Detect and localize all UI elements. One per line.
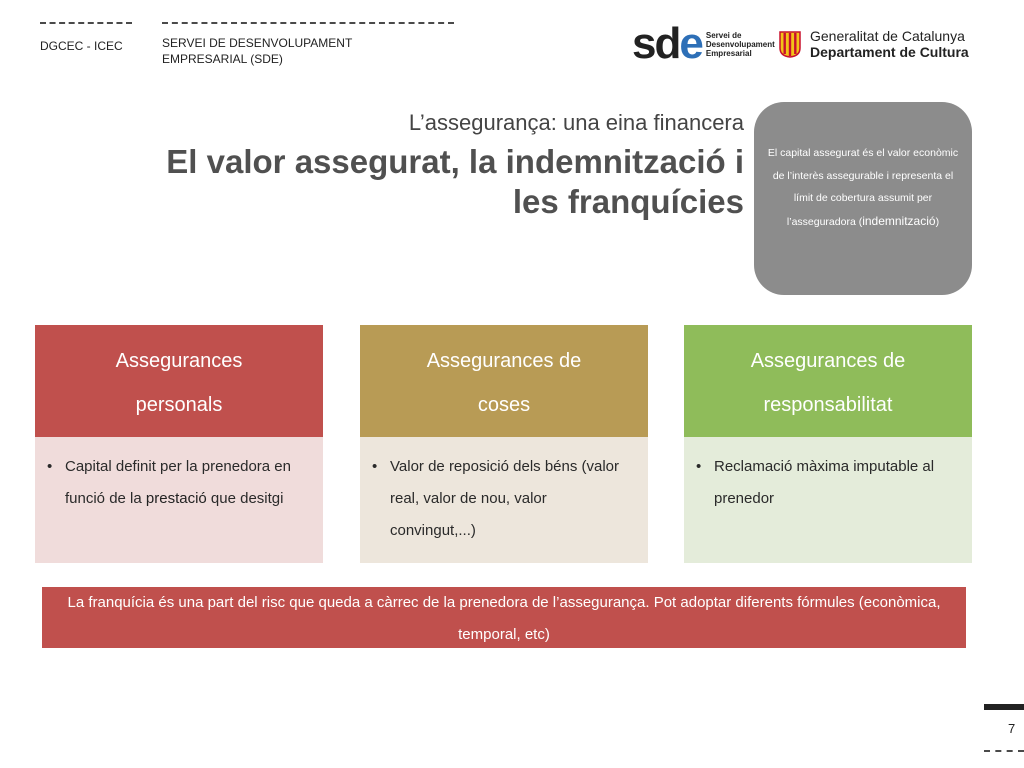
sde-logo <box>632 19 775 68</box>
header-divider-left <box>40 22 132 24</box>
card-responsabilitat-body: • Reclamació màxima imputable al prenedor <box>684 437 972 563</box>
franquicia-banner: La franquícia és una part del risc que queda a càrrec de la prenedora de l’assegurança. Pot adoptar diferents fórmules (econòmica, temporal, etc) <box>42 587 966 648</box>
org-mid-line1: SERVEI DE DESENVOLUPAMENT <box>162 36 353 50</box>
header-divider-mid <box>162 22 454 24</box>
slide-title: El valor assegurat, la indemnització i les franquícies <box>166 143 744 220</box>
org-mid-line2: EMPRESARIAL (SDE) <box>162 52 283 66</box>
card-personals-header: Assegurances personals <box>35 325 323 437</box>
card-coses <box>360 325 648 563</box>
card-coses-header: Assegurances de coses <box>360 325 648 437</box>
footer-divider <box>984 750 1024 752</box>
org-mid-label <box>162 35 352 67</box>
bullet-icon: • <box>47 458 53 475</box>
sde-logo-text: Servei de Desenvolupament Empresarial <box>705 30 775 58</box>
sde-logo-mark: sde <box>632 19 702 68</box>
card-responsabilitat-header: Assegurances de responsabilitat <box>684 325 972 437</box>
bullet-icon: • <box>696 458 702 475</box>
page-number-bar <box>984 704 1024 710</box>
card-personals <box>35 325 323 563</box>
slide-subtitle: L’assegurança: una eina financera <box>408 110 744 135</box>
banner-highlight: franquícia <box>88 594 155 611</box>
generalitat-logo <box>778 28 969 60</box>
senyera-flag-icon <box>778 30 802 58</box>
card-coses-body: • Valor de reposició dels béns (valor real, valor de nou, valor convingut,...) <box>360 437 648 563</box>
bullet-icon: • <box>372 458 378 475</box>
bubble-highlight: indemnització <box>862 213 936 228</box>
generalitat-text: Generalitat de Catalunya Departament de Cultura <box>810 28 969 60</box>
card-personals-body: • Capital definit per la prenedora en funció de la prestació que desitgi <box>35 437 323 563</box>
page-number: 7 <box>1008 721 1016 736</box>
info-bubble: El capital assegurat és el valor econòmic de l’interès assegurable i representa el límit de cobertura assumit per l’asseguradora (indemnització) <box>754 102 972 295</box>
org-left-label: DGCEC - ICEC <box>40 39 123 53</box>
card-responsabilitat <box>684 325 972 563</box>
